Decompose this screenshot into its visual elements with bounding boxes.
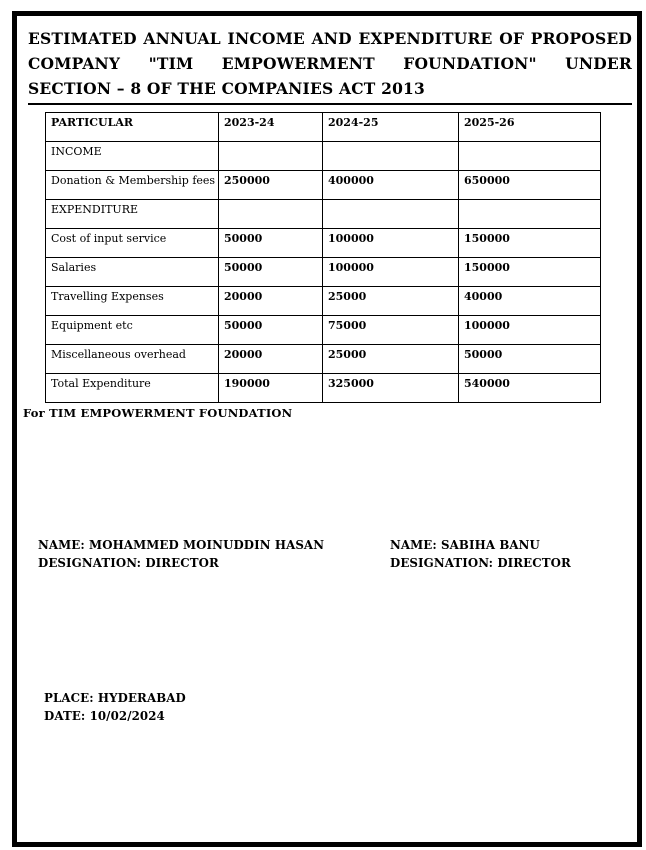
row-value: 250000 (219, 171, 323, 200)
row-value: 40000 (459, 287, 601, 316)
signatory-left-name: NAME: MOHAMMED MOINUDDIN HASAN (38, 538, 325, 552)
table-row (46, 171, 601, 200)
income-expenditure-table (45, 112, 601, 403)
signatory-left-designation: DESIGNATION: DIRECTOR (38, 556, 219, 570)
header-year-3: 2025-26 (459, 113, 601, 142)
row-label: Donation & Membership fees (46, 171, 219, 200)
row-value: 100000 (323, 229, 459, 258)
row-value (459, 200, 601, 229)
row-value: 50000 (219, 316, 323, 345)
row-label: INCOME (46, 142, 219, 171)
row-label: Cost of input service (46, 229, 219, 258)
signatory-right (390, 536, 571, 572)
table-row (46, 316, 601, 345)
row-value: 25000 (323, 345, 459, 374)
table-row (46, 374, 601, 403)
date-line: DATE: 10/02/2024 (44, 709, 165, 723)
title-line-1: ESTIMATED ANNUAL INCOME AND EXPENDITURE OF PROPOSED (28, 29, 632, 48)
title-line-3: SECTION – 8 OF THE COMPANIES ACT 2013 (28, 79, 426, 98)
table-row (46, 200, 601, 229)
row-value: 540000 (459, 374, 601, 403)
row-value: 20000 (219, 287, 323, 316)
header-year-2: 2024-25 (323, 113, 459, 142)
table-row (46, 258, 601, 287)
row-label: Equipment etc (46, 316, 219, 345)
row-value: 150000 (459, 229, 601, 258)
title-line-2: COMPANY "TIM EMPOWERMENT FOUNDATION" UNDER (28, 54, 632, 73)
header-particular: PARTICULAR (46, 113, 219, 142)
row-value (459, 142, 601, 171)
row-value (323, 142, 459, 171)
title-underline (28, 103, 632, 105)
row-value: 50000 (459, 345, 601, 374)
row-value: 20000 (219, 345, 323, 374)
row-value: 75000 (323, 316, 459, 345)
row-value (219, 142, 323, 171)
row-label: EXPENDITURE (46, 200, 219, 229)
row-value (323, 200, 459, 229)
row-label: Miscellaneous overhead (46, 345, 219, 374)
row-value: 50000 (219, 229, 323, 258)
signatories-block (38, 536, 632, 572)
place-date-block (44, 689, 632, 725)
header-year-1: 2023-24 (219, 113, 323, 142)
signatory-left (38, 536, 390, 572)
signatory-right-designation: DESIGNATION: DIRECTOR (390, 556, 571, 570)
row-value: 50000 (219, 258, 323, 287)
row-value: 650000 (459, 171, 601, 200)
document-title (28, 16, 632, 101)
row-value: 190000 (219, 374, 323, 403)
row-value: 100000 (459, 316, 601, 345)
signatory-right-name: NAME: SABIHA BANU (390, 538, 540, 552)
row-label: Salaries (46, 258, 219, 287)
row-value: 150000 (459, 258, 601, 287)
row-value: 325000 (323, 374, 459, 403)
row-value: 100000 (323, 258, 459, 287)
row-label: Travelling Expenses (46, 287, 219, 316)
for-foundation-line: For TIM EMPOWERMENT FOUNDATION (23, 406, 293, 420)
row-value: 400000 (323, 171, 459, 200)
row-value (219, 200, 323, 229)
row-value: 25000 (323, 287, 459, 316)
table-row (46, 229, 601, 258)
table-row (46, 287, 601, 316)
row-label: Total Expenditure (46, 374, 219, 403)
table-row (46, 345, 601, 374)
place-line: PLACE: HYDERABAD (44, 691, 186, 705)
page-content (23, 16, 632, 725)
table-header-row (46, 113, 601, 142)
table-row (46, 142, 601, 171)
